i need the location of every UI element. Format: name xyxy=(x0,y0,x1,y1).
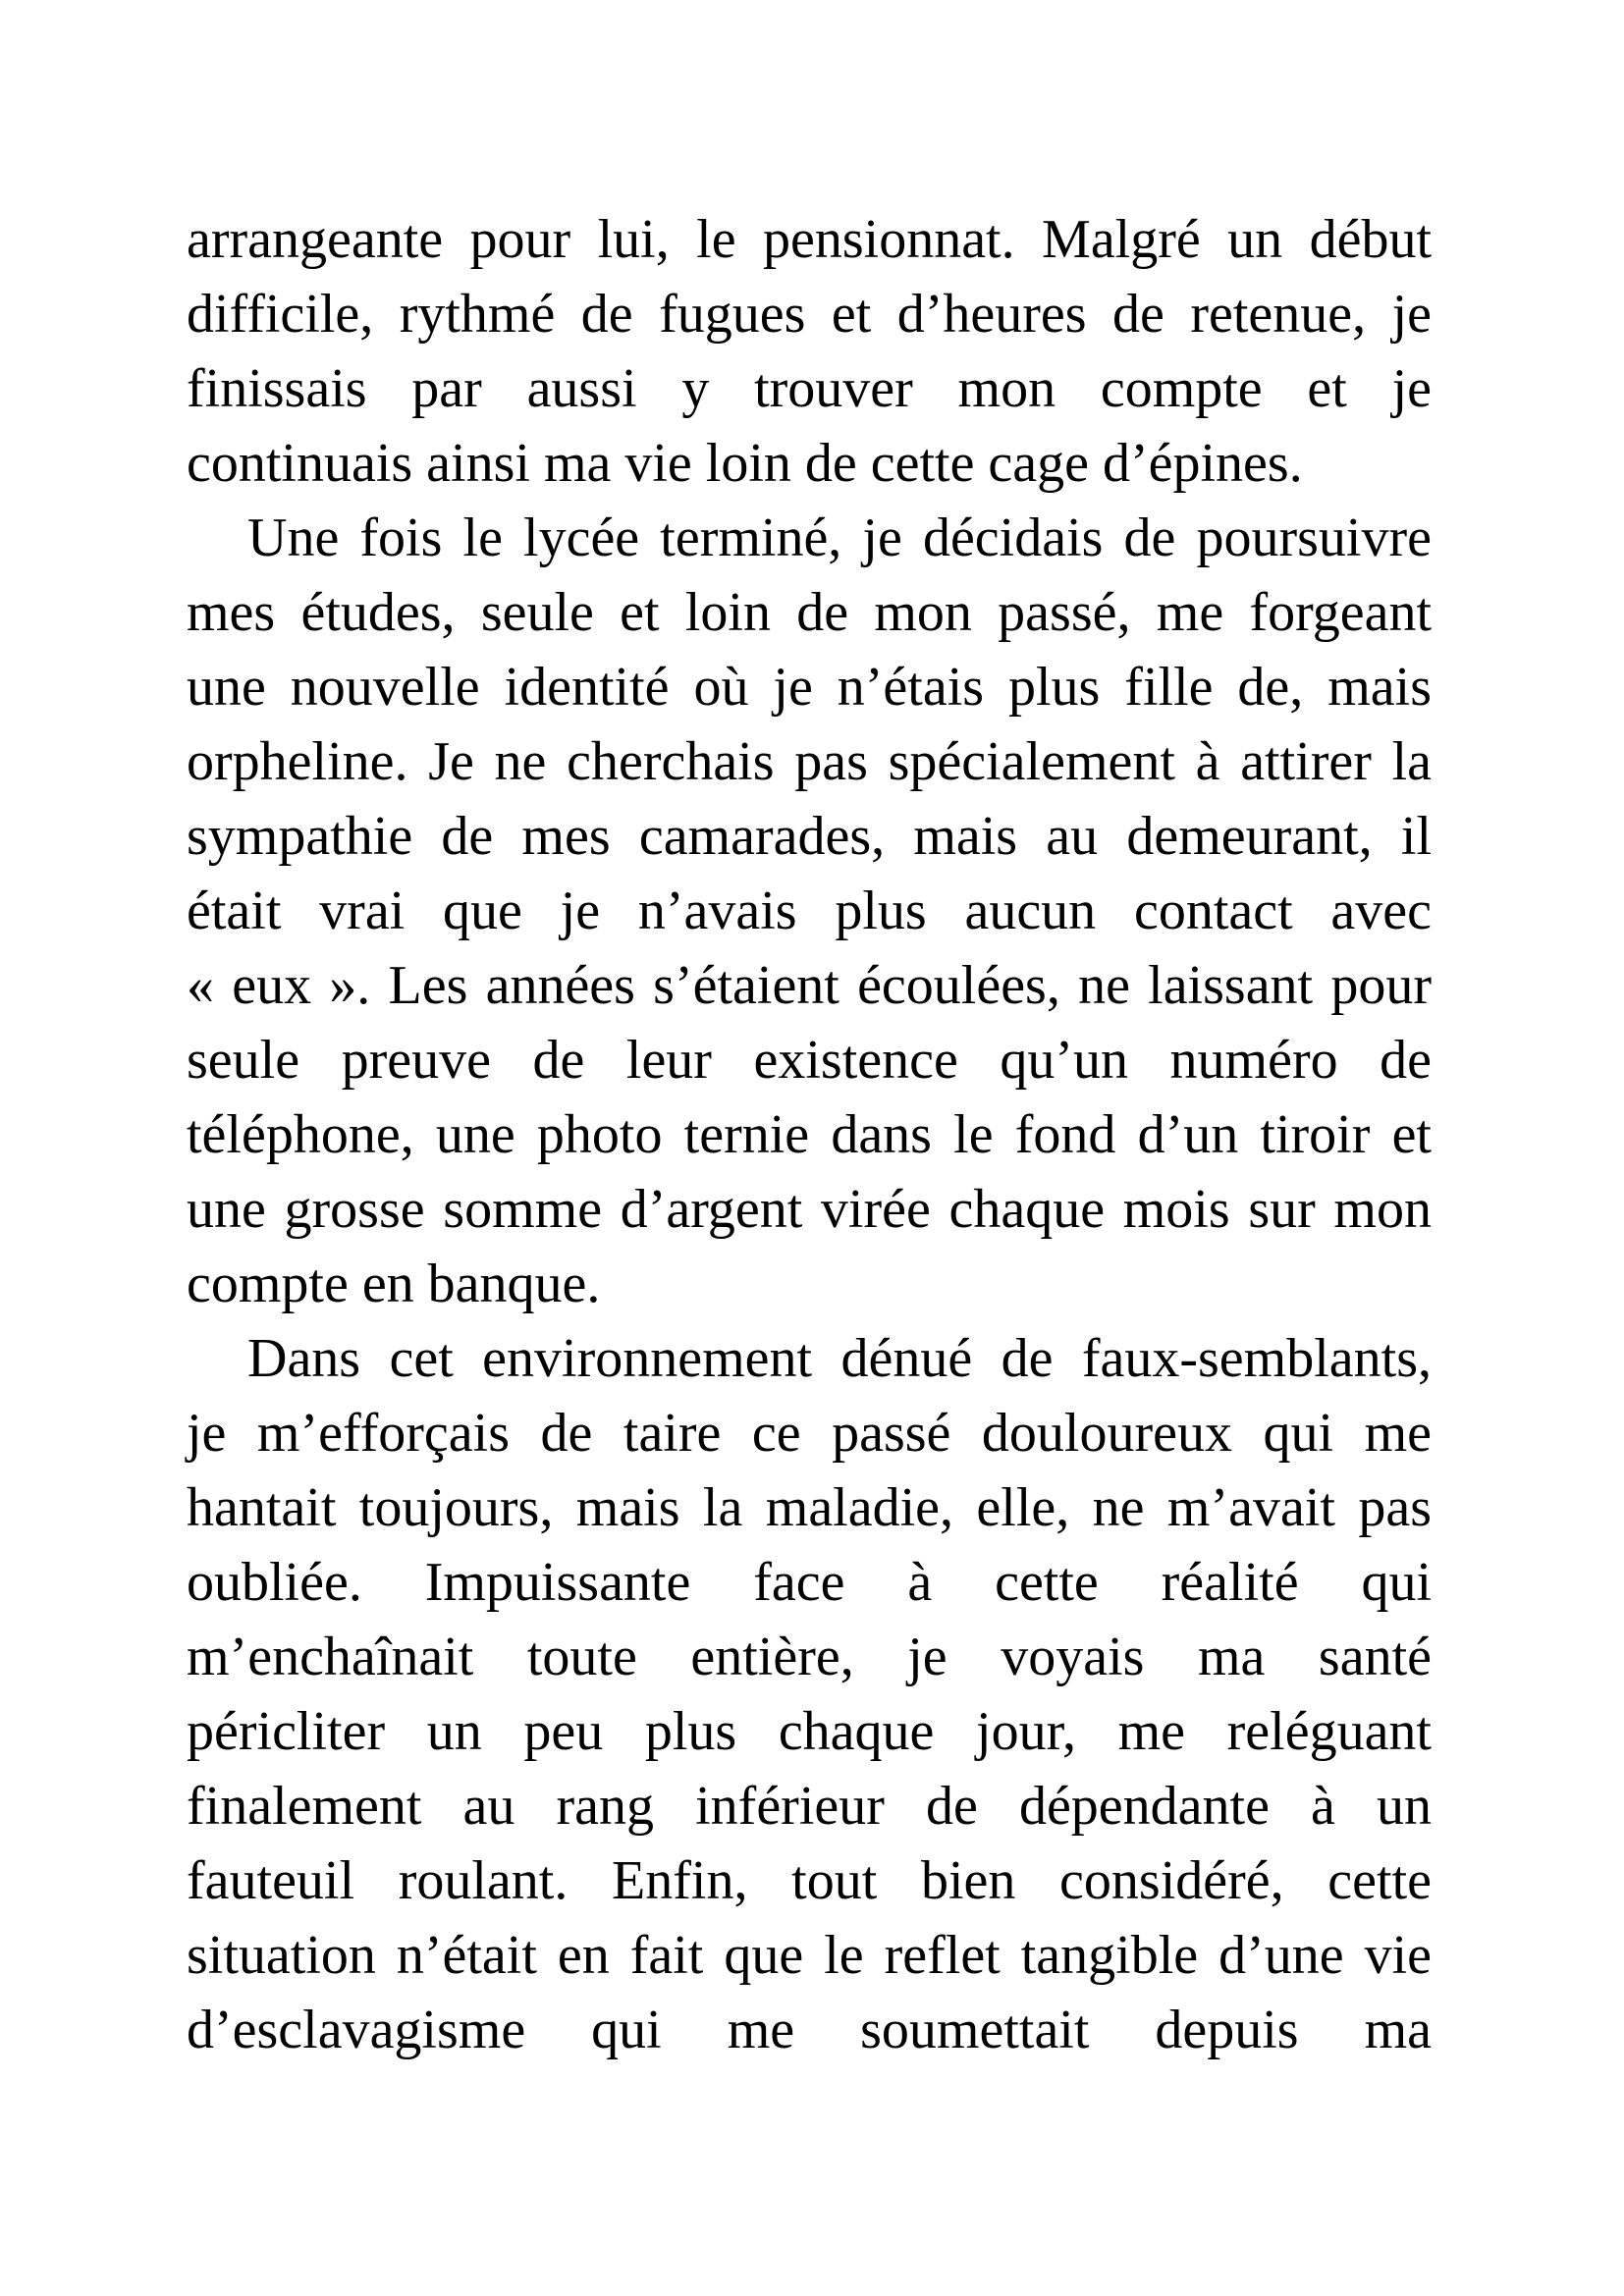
text-line: arrangeante pour lui, le pensionnat. Malgré un début xyxy=(187,209,1432,270)
text-line: une nouvelle identité où je n’étais plus fille de, mais xyxy=(187,657,1432,718)
text-line: difficile, rythmé de fugues et d’heures de retenue, je xyxy=(187,284,1432,345)
text-line: situation n’était en fait que le reflet tangible d’une vie xyxy=(187,1925,1432,1986)
paragraph-1 xyxy=(187,202,1432,501)
paragraph-2 xyxy=(187,501,1432,1321)
text-line: seule preuve de leur existence qu’un numéro de xyxy=(187,1030,1432,1091)
text-line: finissais par aussi y trouver mon compte et je xyxy=(187,358,1432,419)
text-line: était vrai que je n’avais plus aucun contact avec xyxy=(187,881,1432,941)
text-line: compte en banque. xyxy=(187,1254,601,1314)
text-line: m’enchaînait toute entière, je voyais ma santé xyxy=(187,1627,1432,1687)
text-line: oubliée. Impuissante face à cette réalité qui xyxy=(187,1552,1432,1613)
paragraph-3 xyxy=(187,1321,1432,2067)
text-line: péricliter un peu plus chaque jour, me reléguant xyxy=(187,1701,1432,1762)
text-line: Dans cet environnement dénué de faux-semblants, xyxy=(247,1328,1432,1389)
text-line: Une fois le lycée terminé, je décidais de poursuivre xyxy=(247,507,1432,568)
text-line: téléphone, une photo ternie dans le fond d’un tiroir et xyxy=(187,1104,1432,1165)
text-line: hantait toujours, mais la maladie, elle, ne m’avait pas xyxy=(187,1477,1432,1538)
text-line: orpheline. Je ne cherchais pas spécialement à attirer la xyxy=(187,731,1432,792)
text-line: une grosse somme d’argent virée chaque mois sur mon xyxy=(187,1179,1432,1240)
text-line: finalement au rang inférieur de dépendante à un xyxy=(187,1776,1432,1837)
text-line: je m’efforçais de taire ce passé douloureux qui me xyxy=(187,1403,1432,1464)
text-line: d’esclavagisme qui me soumettait depuis ma xyxy=(187,2000,1432,2060)
text-line: continuais ainsi ma vie loin de cette cage d’épines. xyxy=(187,433,1303,494)
text-line: fauteuil roulant. Enfin, tout bien considéré, cette xyxy=(187,1850,1432,1911)
page-text xyxy=(187,202,1432,2067)
text-line: mes études, seule et loin de mon passé, me forgeant xyxy=(187,582,1432,643)
text-line: « eux ». Les années s’étaient écoulées, ne laissant pour xyxy=(187,955,1432,1016)
text-line: sympathie de mes camarades, mais au demeurant, il xyxy=(187,806,1432,867)
